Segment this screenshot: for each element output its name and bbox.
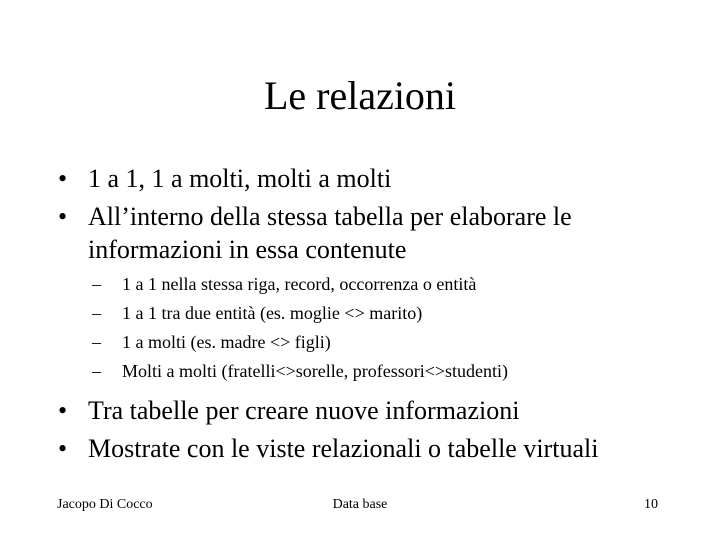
sub-bullet-item xyxy=(60,359,688,384)
bullet-item xyxy=(58,162,688,195)
sub-bullet-item xyxy=(60,272,688,297)
bullet-icon: • xyxy=(58,164,68,193)
footer-subject: Data base xyxy=(332,497,388,512)
sub-bullet-text: Molti a molti (fratelli<>sorelle, professori<>studenti) xyxy=(122,361,509,381)
bullet-item xyxy=(58,200,688,266)
footer-author: Jacopo Di Cocco xyxy=(57,497,153,512)
sub-bullet-item xyxy=(60,330,688,355)
sub-bullet-text: 1 a molti (es. madre <> figli) xyxy=(122,332,331,352)
bullet-item xyxy=(58,394,688,427)
bullet-icon: • xyxy=(58,396,68,425)
dash-icon: – xyxy=(92,332,101,352)
bullet-text: 1 a 1, 1 a molti, molti a molti xyxy=(88,164,392,193)
bullet-text: Mostrate con le viste relazionali o tabelle virtuali xyxy=(88,434,599,463)
bullet-text: All’interno della stessa tabella per elaborare le informazioni in essa contenute xyxy=(88,202,572,264)
bullet-list xyxy=(58,162,688,470)
sub-bullet-text: 1 a 1 tra due entità (es. moglie <> marito) xyxy=(122,303,423,323)
dash-icon: – xyxy=(92,274,101,294)
sub-bullet-item xyxy=(60,301,688,326)
bullet-item xyxy=(58,432,688,465)
bullet-icon: • xyxy=(58,434,68,463)
dash-icon: – xyxy=(92,361,101,381)
bullet-text: Tra tabelle per creare nuove informazioni xyxy=(88,396,520,425)
footer-page-number: 10 xyxy=(644,497,658,512)
dash-icon: – xyxy=(92,303,101,323)
sub-bullet-list xyxy=(60,272,688,384)
sub-bullet-text: 1 a 1 nella stessa riga, record, occorrenza o entità xyxy=(122,274,477,294)
slide-title: Le relazioni xyxy=(263,73,457,118)
bullet-icon: • xyxy=(58,202,68,231)
